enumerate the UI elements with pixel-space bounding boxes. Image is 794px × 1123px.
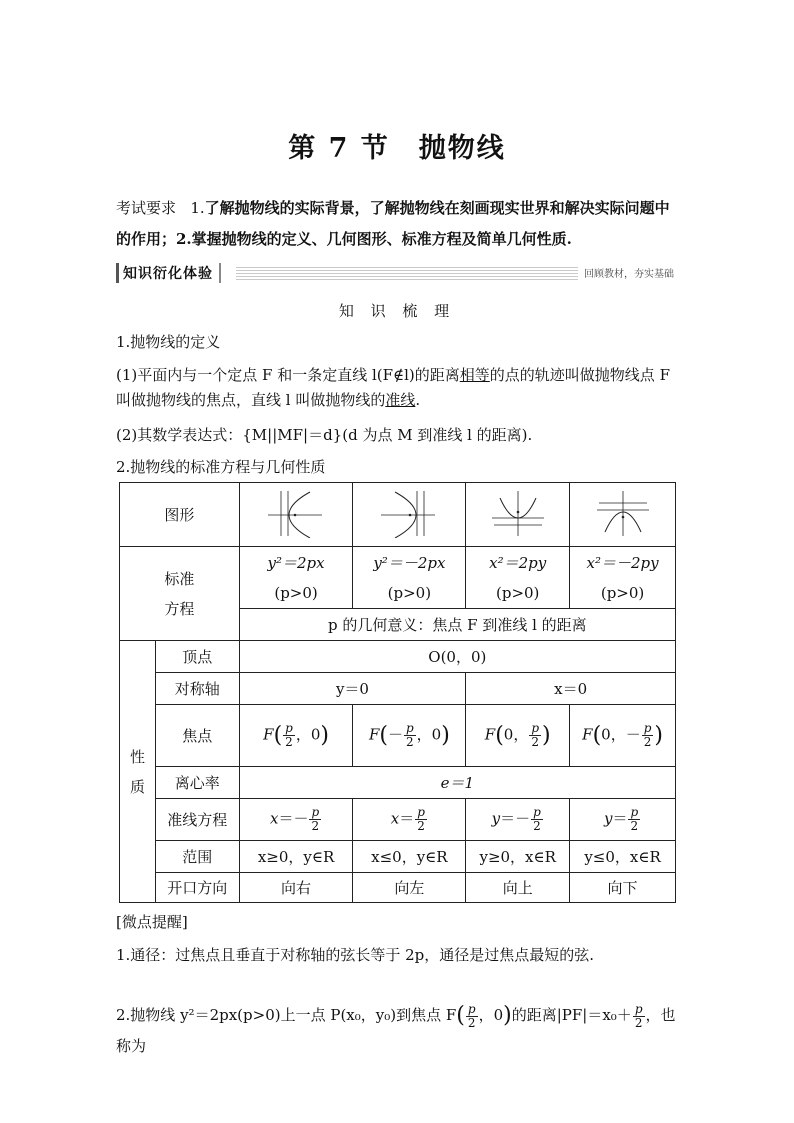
focus-1: F( $\frac{p}{2}$ ，0) xyxy=(239,705,353,767)
figure-label: 图形 xyxy=(120,483,240,547)
focus-2: F(－ $\frac{p}{2}$ ，0) xyxy=(353,705,466,767)
section-label: 知识衍化体验 xyxy=(116,263,221,283)
focus-label: 焦点 xyxy=(155,705,239,767)
row-directrix xyxy=(120,799,676,841)
directrix-1: x＝－ $\frac{p}{2}$ xyxy=(239,799,353,841)
eq-cell-1 xyxy=(239,547,353,609)
eq-cell-2 xyxy=(353,547,466,609)
subtitle: 知 识 梳 理 xyxy=(338,302,456,320)
def-text-a: (1)平面内与一个定点 F 和一条定直线 l(F∉l)的距离 xyxy=(116,366,460,384)
cond-2: (p>0) xyxy=(387,583,432,602)
opening-4: 向下 xyxy=(570,873,676,903)
parabola-up-icon xyxy=(486,488,550,538)
cond-4: (p>0) xyxy=(600,583,645,602)
requirements-item-2: 掌握抛物线的定义、几何图形、标准方程及简单几何性质. xyxy=(191,230,572,248)
tip-2-part-c: ，也称为 xyxy=(116,1006,676,1055)
row-range xyxy=(120,841,676,873)
property-table xyxy=(119,482,676,903)
tip-2: 2.抛物线 y²＝2px(p>0)上一点 P(x₀，y₀)到焦点 F( $\frac{p}{2}$ ，0)的距离|PF|＝x₀＋ $\frac{p}{2}$ ，也称为 xyxy=(116,1001,676,1055)
focus-3: F(0， $\frac{p}{2}$ ) xyxy=(466,705,570,767)
directrix-3: y＝－ $\frac{p}{2}$ xyxy=(466,799,570,841)
properties-label-1: 性 xyxy=(129,747,145,766)
page-title: 第 7 节 抛物线 xyxy=(288,133,506,164)
row-equation xyxy=(120,547,676,609)
requirements-num: 1. xyxy=(190,199,205,217)
figure-down-opening xyxy=(570,483,676,547)
opening-2: 向左 xyxy=(353,873,466,903)
eq-2: y²＝－2px xyxy=(373,553,446,572)
vertex-value: O(0，0) xyxy=(239,641,675,673)
def-paragraph-1 xyxy=(116,363,682,413)
requirements-label: 考试要求 xyxy=(116,199,177,217)
tip-1: 1.通径：过焦点且垂直于对称轴的弦长等于 2p，通径是过焦点最短的弦. xyxy=(116,946,594,964)
tip-2-part-b: 的距离|PF|＝x₀＋ xyxy=(511,1006,632,1024)
def-text-e: . xyxy=(415,391,421,409)
cond-3: (p>0) xyxy=(495,583,540,602)
range-4: y≤0，x∈R xyxy=(570,841,676,873)
axis-value-1: y＝0 xyxy=(239,673,466,705)
properties-label-2: 质 xyxy=(129,777,145,796)
opening-3: 向上 xyxy=(466,873,570,903)
axis-label: 对称轴 xyxy=(155,673,239,705)
range-label: 范围 xyxy=(155,841,239,873)
figure-right-opening xyxy=(239,483,353,547)
row-focus xyxy=(120,705,676,767)
range-1: x≥0，y∈R xyxy=(239,841,353,873)
eq-cell-3 xyxy=(466,547,570,609)
ecc-value: e＝1 xyxy=(239,767,675,799)
row-opening xyxy=(120,873,676,903)
range-3: y≥0，x∈R xyxy=(466,841,570,873)
opening-1: 向右 xyxy=(239,873,353,903)
section-bar xyxy=(116,264,678,282)
figure-left-opening xyxy=(353,483,466,547)
ecc-label: 离心率 xyxy=(155,767,239,799)
exam-requirements xyxy=(116,193,678,255)
eq-3: x²＝2py xyxy=(489,553,547,572)
directrix-4: y＝ $\frac{p}{2}$ xyxy=(570,799,676,841)
table-heading: 2.抛物线的标准方程与几何性质 xyxy=(116,458,326,476)
opening-label: 开口方向 xyxy=(155,873,239,903)
row-eccentricity xyxy=(120,767,676,799)
equation-label-line1: 标准 xyxy=(164,569,195,588)
range-2: x≤0，y∈R xyxy=(353,841,466,873)
row-axis xyxy=(120,673,676,705)
tip-2-part-a: 2.抛物线 y²＝2px(p>0)上一点 P(x₀，y₀)到焦点 F xyxy=(116,1006,457,1024)
equation-label xyxy=(120,547,240,641)
p-meaning: p 的几何意义：焦点 F 到准线 l 的距离 xyxy=(239,609,675,641)
properties-label xyxy=(120,641,156,903)
cond-1: (p>0) xyxy=(274,583,318,602)
directrix-label: 准线方程 xyxy=(155,799,239,841)
focus-4: F(0，－ $\frac{p}{2}$ ) xyxy=(570,705,676,767)
def-paragraph-2: (2)其数学表达式：{M||MF|＝d}(d 为点 M 到准线 l 的距离). xyxy=(116,426,533,444)
equation-label-line2: 方程 xyxy=(164,599,195,618)
vertex-label: 顶点 xyxy=(155,641,239,673)
eq-1: y²＝2px xyxy=(267,553,325,572)
axis-value-2: x＝0 xyxy=(466,673,676,705)
requirements-item-1: 了解抛物线的实际背景，了解抛物线在刻画现实世界和解决实际问题中的作用；2. xyxy=(116,199,670,248)
def-text-c: 的点的轨迹叫做抛物线点 F 叫做抛物线的焦点，直线 l 叫做抛物线的 xyxy=(116,366,670,409)
tips-heading: [微点提醒] xyxy=(116,913,188,931)
section-hint: 回顾教材，夯实基础 xyxy=(578,265,678,280)
eq-cell-4 xyxy=(570,547,676,609)
parabola-right-icon xyxy=(264,488,328,538)
eq-4: x²＝－2py xyxy=(586,553,659,572)
row-vertex xyxy=(120,641,676,673)
figure-up-opening xyxy=(466,483,570,547)
row-figure xyxy=(120,483,676,547)
directrix-2: x＝ $\frac{p}{2}$ xyxy=(353,799,466,841)
def-heading: 1.抛物线的定义 xyxy=(116,333,221,351)
def-text-underlined-directrix: 准线 xyxy=(385,391,416,409)
parabola-left-icon xyxy=(377,488,441,538)
parabola-down-icon xyxy=(591,488,655,538)
def-text-underlined-equal: 相等 xyxy=(459,366,490,384)
